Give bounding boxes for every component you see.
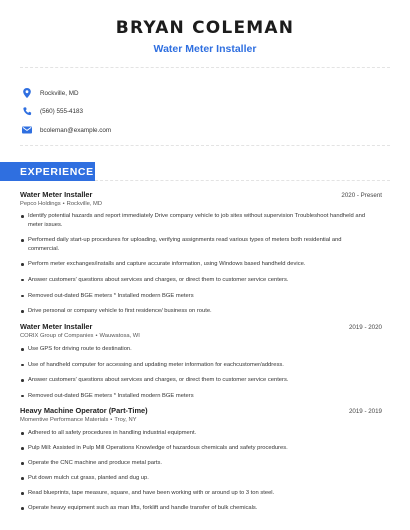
contact-section <box>20 84 111 139</box>
job-entry <box>20 406 382 423</box>
section-divider <box>95 180 390 181</box>
job-title: Heavy Machine Operator (Part-Time) <box>20 406 148 415</box>
list-item: Use GPS for driving route to destination. <box>20 345 370 354</box>
list-item: Performed daily start-up procedures for uploading, verifying assignments read various types of meters both residential and commercial. <box>20 236 370 253</box>
list-item: Identify potential hazards and report immediately Drive company vehicle to job sites without supervision Troubleshoot handheld and meter issues. <box>20 212 370 229</box>
job-entry <box>20 322 382 339</box>
job-company-line: Pepco Holdings • Rockville, MD <box>20 201 103 207</box>
contact-phone <box>20 102 111 120</box>
list-item: Removed out-dated BGE meters * Installed modern BGE meters <box>20 392 370 401</box>
job-bullets <box>20 212 370 316</box>
job-title: Water Meter Installer <box>20 190 93 199</box>
contact-location <box>20 84 111 102</box>
list-item: Operate the CNC machine and produce metal parts. <box>20 459 370 468</box>
candidate-name: BRYAN COLEMAN <box>115 18 295 38</box>
list-item: Pulp Mill: Assisted in Pulp Mill Operations Knowledge of hazardous chemicals and safety procedures. <box>20 444 370 453</box>
contact-email[interactable] <box>20 121 111 139</box>
job-location: Wauwatosa, WI <box>99 333 140 339</box>
job-company: Momentive Performance Materials <box>20 417 109 423</box>
list-item: Removed out-dated BGE meters * Installed modern BGE meters <box>20 292 370 301</box>
job-entry <box>20 190 382 207</box>
job-company: Pepco Holdings <box>20 201 61 207</box>
phone-icon <box>22 106 32 116</box>
job-title: Water Meter Installer <box>20 322 93 331</box>
email-link[interactable]: bcoleman@example.com <box>40 126 112 134</box>
list-item: Answer customers' questions about services and charges, or direct them to customer service centers. <box>20 276 370 285</box>
list-item: Put down mulch cut grass, planted and dug up. <box>20 474 370 483</box>
experience-heading: EXPERIENCE <box>20 166 94 178</box>
job-location: Troy, NY <box>114 417 137 423</box>
map-pin-icon <box>22 88 32 98</box>
list-item: Drive personal or company vehicle to first residence/ business on route. <box>20 307 370 316</box>
phone-text: (560) 555-4183 <box>40 107 84 115</box>
list-item: Adhered to all safety procedures in handling industrial equipment. <box>20 429 370 438</box>
envelope-icon <box>22 125 32 135</box>
list-item: Operate heavy equipment such as man lifts, forklift and handle transfer of bulk chemicals. <box>20 504 370 513</box>
job-dates: 2019 - 2020 <box>348 324 382 331</box>
candidate-title: Water Meter Installer <box>153 43 257 55</box>
list-item: Perform meter exchanges/installs and capture accurate information, using Windows based handheld device. <box>20 260 370 269</box>
job-bullets <box>20 429 370 513</box>
job-bullets <box>20 345 370 400</box>
location-text: Rockville, MD <box>40 89 79 97</box>
job-company-line: Momentive Performance Materials • Troy, NY <box>20 417 137 423</box>
resume-header <box>0 18 410 55</box>
job-dates: 2020 - Present <box>341 192 382 199</box>
job-company-line: CORIX Group of Companies • Wauwatosa, WI <box>20 333 140 339</box>
header-divider <box>20 67 390 68</box>
job-company: CORIX Group of Companies <box>20 333 94 339</box>
contact-divider <box>20 145 390 146</box>
job-location: Rockville, MD <box>66 201 103 207</box>
job-dates: 2019 - 2019 <box>348 408 382 415</box>
list-item: Use of handheld computer for accessing and updating meter information for eachcustomer/address. <box>20 361 370 370</box>
list-item: Answer customers' questions about services and charges, or direct them to customer service centers. <box>20 376 370 385</box>
list-item: Read blueprints, tape measure, square, and have been working with or around up to 3 ton steel. <box>20 489 370 498</box>
